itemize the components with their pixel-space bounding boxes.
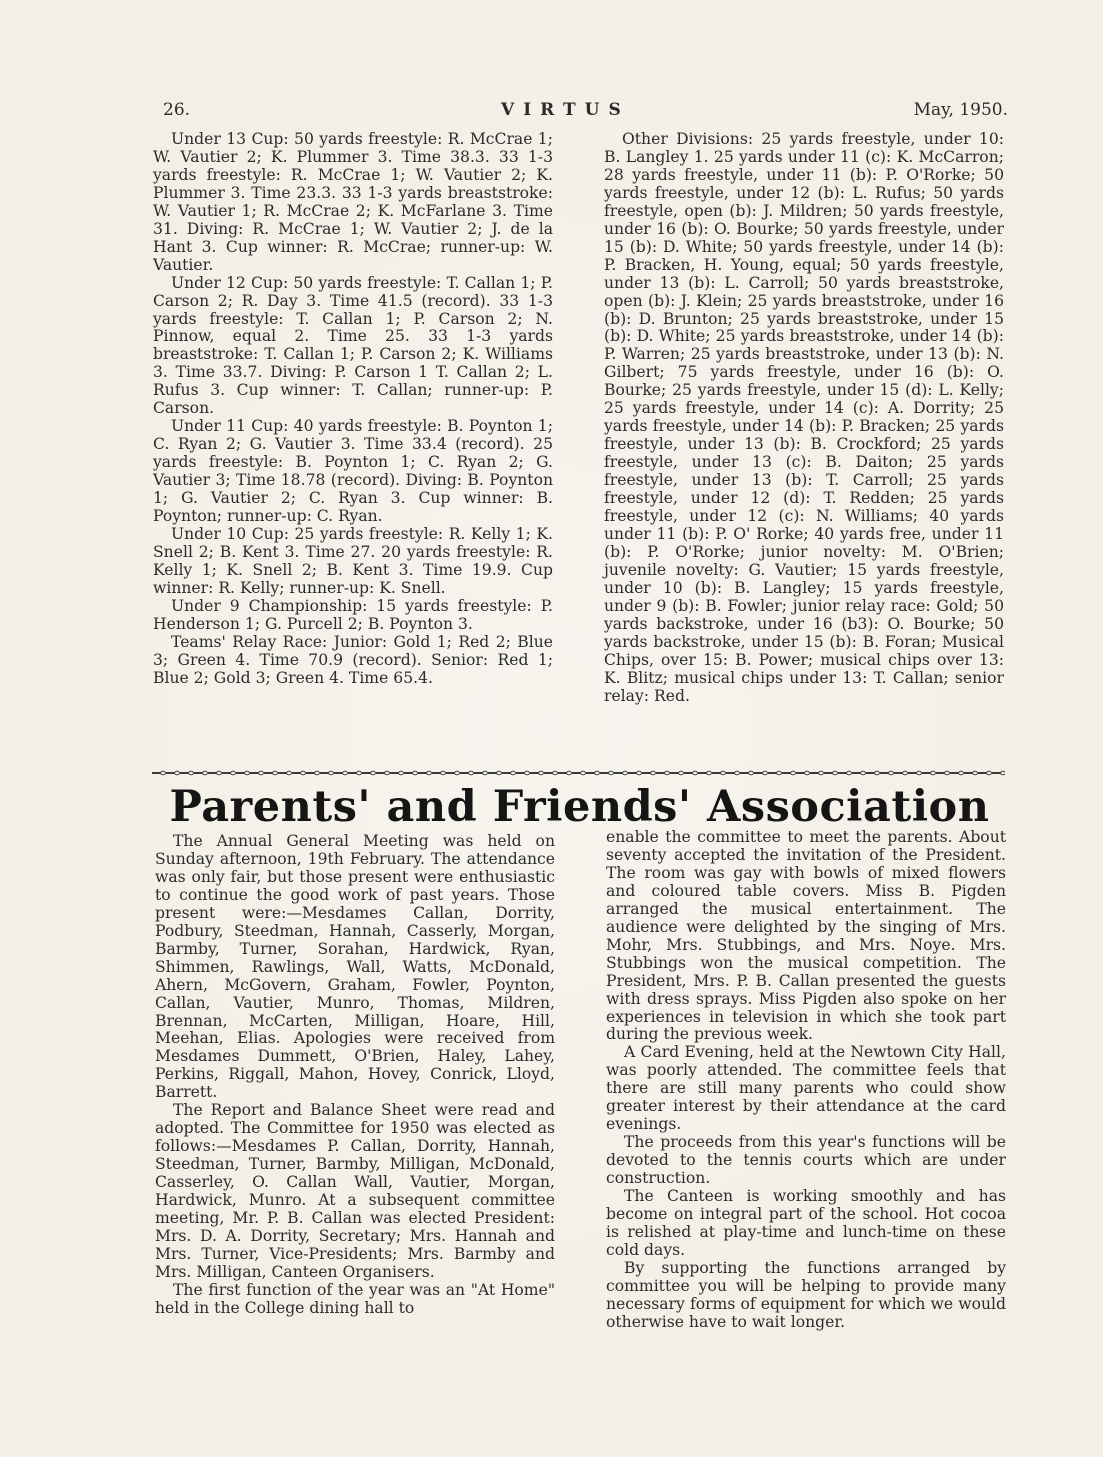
section-heading: Parents' and Friends' Association <box>169 782 990 832</box>
paragraph: Under 10 Cup: 25 yards freestyle: R. Kelly 1; K. Snell 2; B. Kent 3. Time 27. 20 yards freestyle: R. Kelly 1; K. Snell 2; B. Kent 3. Time 19.9. Cup winner: R. Kelly; runner-up: K. Snell. <box>153 524 553 597</box>
paragraph: The proceeds from this year's functions will be devoted to the tennis courts which are under construction. <box>606 1133 1006 1188</box>
running-header <box>163 100 1008 126</box>
paragraph: Other Divisions: 25 yards freestyle, under 10: B. Langley 1. 25 yards under 11 (c): K. McCarron; 28 yards freestyle, under 11 (b): P. O'Rorke; 50 yards freestyle, under 12 (b): L. Rufus; 50 yards freestyle, open (b): J. Mildren; 50 yards freestyle, under 16 (b): O. Bourke; 50 yards freestyle, under 15 (b): D. White; 50 yards freestyle, under 14 (b): P. Bracken, H. Young, equal; 50 yards freestyle, under 13 (b): L. Carroll; 50 yards breaststroke, open (b): J. Klein; 25 yards breaststroke, under 16 (b): D. Brunton; 25 yards breaststroke, under 15 (b): D. White; 25 yards breaststroke, under 14 (b): P. Warren; 25 yards breaststroke, under 13 (b): N. Gilbert; 75 yards freestyle, under 16 (b): O. Bourke; 25 yards freestyle, under 15 (d): L. Kelly; 25 yards freestyle, under 14 (c): A. Dorrity; 25 yards freestyle, under 14 (b): P. Bracken; 25 yards freestyle, under 13 (b): B. Crockford; 25 yards freestyle, under 13 (c): B. Daiton; 25 yards freestyle, under 13 (b): T. Carroll; 25 yards freestyle, under 12 (d): T. Redden; 25 yards freestyle, under 12 (c): N. Williams; 40 yards under 11 (b): P. O' Rorke; 40 yards free, under 11 (b): P. O'Rorke; junior novelty: M. O'Brien; juvenile novelty: G. Vautier; 15 yards freestyle, under 10 (b): B. Langley; 15 yards freestyle, under 9 (b): B. Fowler; junior relay race: Gold; 50 yards backstroke, under 16 (b3): O. Bourke; 50 yards backstroke, under 15 (b): B. Foran; Musical Chips, over 15: B. Power; musical chips over 13: K. Blitz; musical chips under 13: T. Callan; senior relay: Red. <box>604 130 1004 705</box>
swimming-results-right-column <box>604 131 1004 706</box>
paragraph-continuation: enable the committee to meet the parents. About seventy accepted the invitation of the President. The room was gay with bowls of mixed flowers and coloured table covers. Miss B. Pigden arranged the musical entertainment. The audience were delighted by the singing of Mrs. Mohr, Mrs. Stubbings, and Mrs. Noye. Mrs. Stubbings won the musical competition. The President, Mrs. P. B. Callan presented the guests with dress sprays. Miss Pigden also spoke on her experiences in television in which she took part during the previous week. <box>606 828 1006 1044</box>
paragraph: A Card Evening, held at the Newtown City Hall, was poorly attended. The committee feels that there are still many parents who could show greater interest by their attendance at the card evenings. <box>606 1043 1006 1134</box>
magazine-title: VIRTUS <box>501 100 630 120</box>
ornamental-divider <box>152 770 1005 776</box>
association-left-column <box>155 833 555 1318</box>
paragraph: Under 13 Cup: 50 yards freestyle: R. McCrae 1; W. Vautier 2; K. Plummer 3. Time 38.3. 33 1-3 yards freestyle: R. McCrae 1; W. Vautier 2; K. Plummer 3. Time 23.3. 33 1-3 yards breaststroke: W. Vautier 1; R. McCrae 2; K. McFarlane 3. Time 31. Diving: R. McCrae 1; W. Vautier 2; J. de la Hant 3. Cup winner: R. McCrae; runner-up: W. Vautier. <box>153 130 553 274</box>
association-right-column <box>606 829 1006 1332</box>
issue-date: May, 1950. <box>913 100 1008 120</box>
paragraph: Under 9 Championship: 15 yards freestyle: P. Henderson 1; G. Purcell 2; B. Poynton 3. <box>153 596 553 633</box>
paragraph: Under 11 Cup: 40 yards freestyle: B. Poynton 1; C. Ryan 2; G. Vautier 3. Time 33.4 (record). 25 yards freestyle: B. Poynton 1; C. Ryan 2; G. Vautier 3; Time 18.78 (record). Diving: B. Poynton 1; G. Vautier 2; C. Ryan 3. Cup winner: B. Poynton; runner-up: C. Ryan. <box>153 417 553 526</box>
paragraph: The first function of the year was an "At Home" held in the College dining hall to <box>155 1280 555 1317</box>
paragraph: Teams' Relay Race: Junior: Gold 1; Red 2; Blue 3; Green 4. Time 70.9 (record). Senior: Red 1; Blue 2; Gold 3; Green 4. Time 65.4. <box>153 632 553 687</box>
paragraph: Under 12 Cup: 50 yards freestyle: T. Callan 1; P. Carson 2; R. Day 3. Time 41.5 (record). 33 1-3 yards freestyle: T. Callan 1; P. Carson 2; N. Pinnow, equal 2. Time 25. 33 1-3 yards breaststroke: T. Callan 1; P. Carson 2; K. Williams 3. Time 33.7. Diving: P. Carson 1 T. Callan 2; L. Rufus 3. Cup winner: T. Callan; runner-up: P. Carson. <box>153 273 553 418</box>
paragraph: The Canteen is working smoothly and has become on integral part of the school. Hot cocoa is relished at play-time and lunch-time on these cold days. <box>606 1187 1006 1259</box>
page-number: 26. <box>163 100 191 120</box>
paragraph: By supporting the functions arranged by committee you will be helping to provide many necessary forms of equipment for which we would otherwise have to wait longer. <box>606 1258 1006 1331</box>
swimming-results-left-column <box>153 131 553 688</box>
paragraph: The Annual General Meeting was held on Sunday afternoon, 19th February. The attendance was only fair, but those present were enthusiastic to continue the good work of past years. Those present were:—Mesdames Callan, Dorrity, Podbury, Steedman, Hannah, Casserly, Morgan, Barmby, Turner, Sorahan, Hardwick, Ryan, Shimmen, Rawlings, Wall, Watts, McDonald, Ahern, McGovern, Graham, Fowler, Poynton, Callan, Vautier, Munro, Thomas, Mildren, Brennan, McCarten, Milligan, Hoare, Hill, Meehan, Elias. Apologies were received from Mesdames Dummett, O'Brien, Haley, Lahey, Perkins, Riggall, Mahon, Hovey, Conrick, Lloyd, Barrett. <box>155 832 555 1102</box>
paragraph: The Report and Balance Sheet were read and adopted. The Committee for 1950 was elected as follows:—Mesdames P. Callan, Dorrity, Hannah, Steedman, Turner, Barmby, Milligan, McDonald, Casserley, O. Callan Wall, Vautier, Morgan, Hardwick, Munro. At a subsequent committee meeting, Mr. P. B. Callan was elected President: Mrs. D. A. Dorrity, Secretary; Mrs. Hannah and Mrs. Turner, Vice-Presidents; Mrs. Barmby and Mrs. Milligan, Canteen Organisers. <box>155 1101 555 1281</box>
